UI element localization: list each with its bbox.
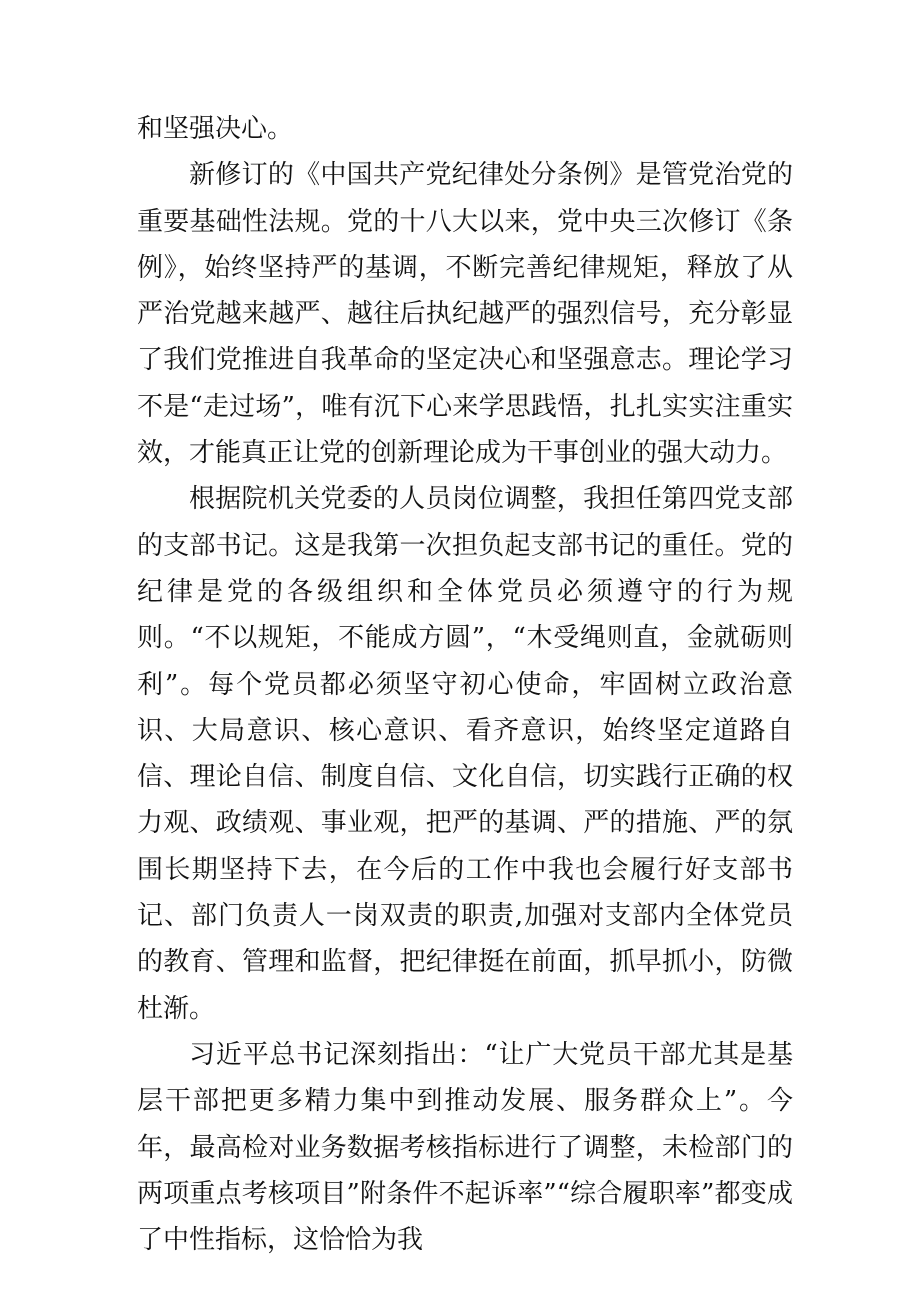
document-body — [137, 106, 793, 1263]
paragraph-2: 新修订的《中国共产党纪律处分条例》是管党治党的重要基础性法规。党的十八大以来，党中央三次修订《条例》，始终坚持严的基调，不断完善纪律规矩，释放了从严治党越来越严、越往后执纪越严的强烈信号，充分彰显了我们党推进自我革命的坚定决心和坚强意志。理论学习不是“走过场”，唯有沉下心来学思践悟，扎扎实实注重实效，才能真正让党的创新理论成为干事创业的强大动力。 — [137, 160, 793, 469]
paragraph-1: 和坚强决心。 — [137, 114, 294, 144]
paragraph-3: 根据院机关党委的人员岗位调整，我担任第四党支部的支部书记。这是我第一次担负起支部书记的重任。党的纪律是党的各级组织和全体党员必须遵守的行为规则。“不以规矩，不能成方圆”，“木受绳则直，金就砺则利”。每个党员都必须坚守初心使命，牢固树立政治意识、大局意识、核心意识、看齐意识，始终坚定道路自信、理论自信、制度自信、文化自信，切实践行正确的权力观、政绩观、事业观，把严的基调、严的措施、严的氛围长期坚持下去，在今后的工作中我也会履行好支部书记、部门负责人一岗双责的职责,加强对支部内全体党员的教育、管理和监督，把纪律挺在前面，抓早抓小，防微杜渐。 — [137, 484, 793, 1024]
paragraph-4: 习近平总书记深刻指出：“让广大党员干部尤其是基层干部把更多精力集中到推动发展、服务群众上”。今年，最高检对业务数据考核指标进行了调整，未检部门的两项重点考核项目”附条件不起诉率”“综合履职率”都变成了中性指标，这恰恰为我 — [137, 1039, 793, 1256]
